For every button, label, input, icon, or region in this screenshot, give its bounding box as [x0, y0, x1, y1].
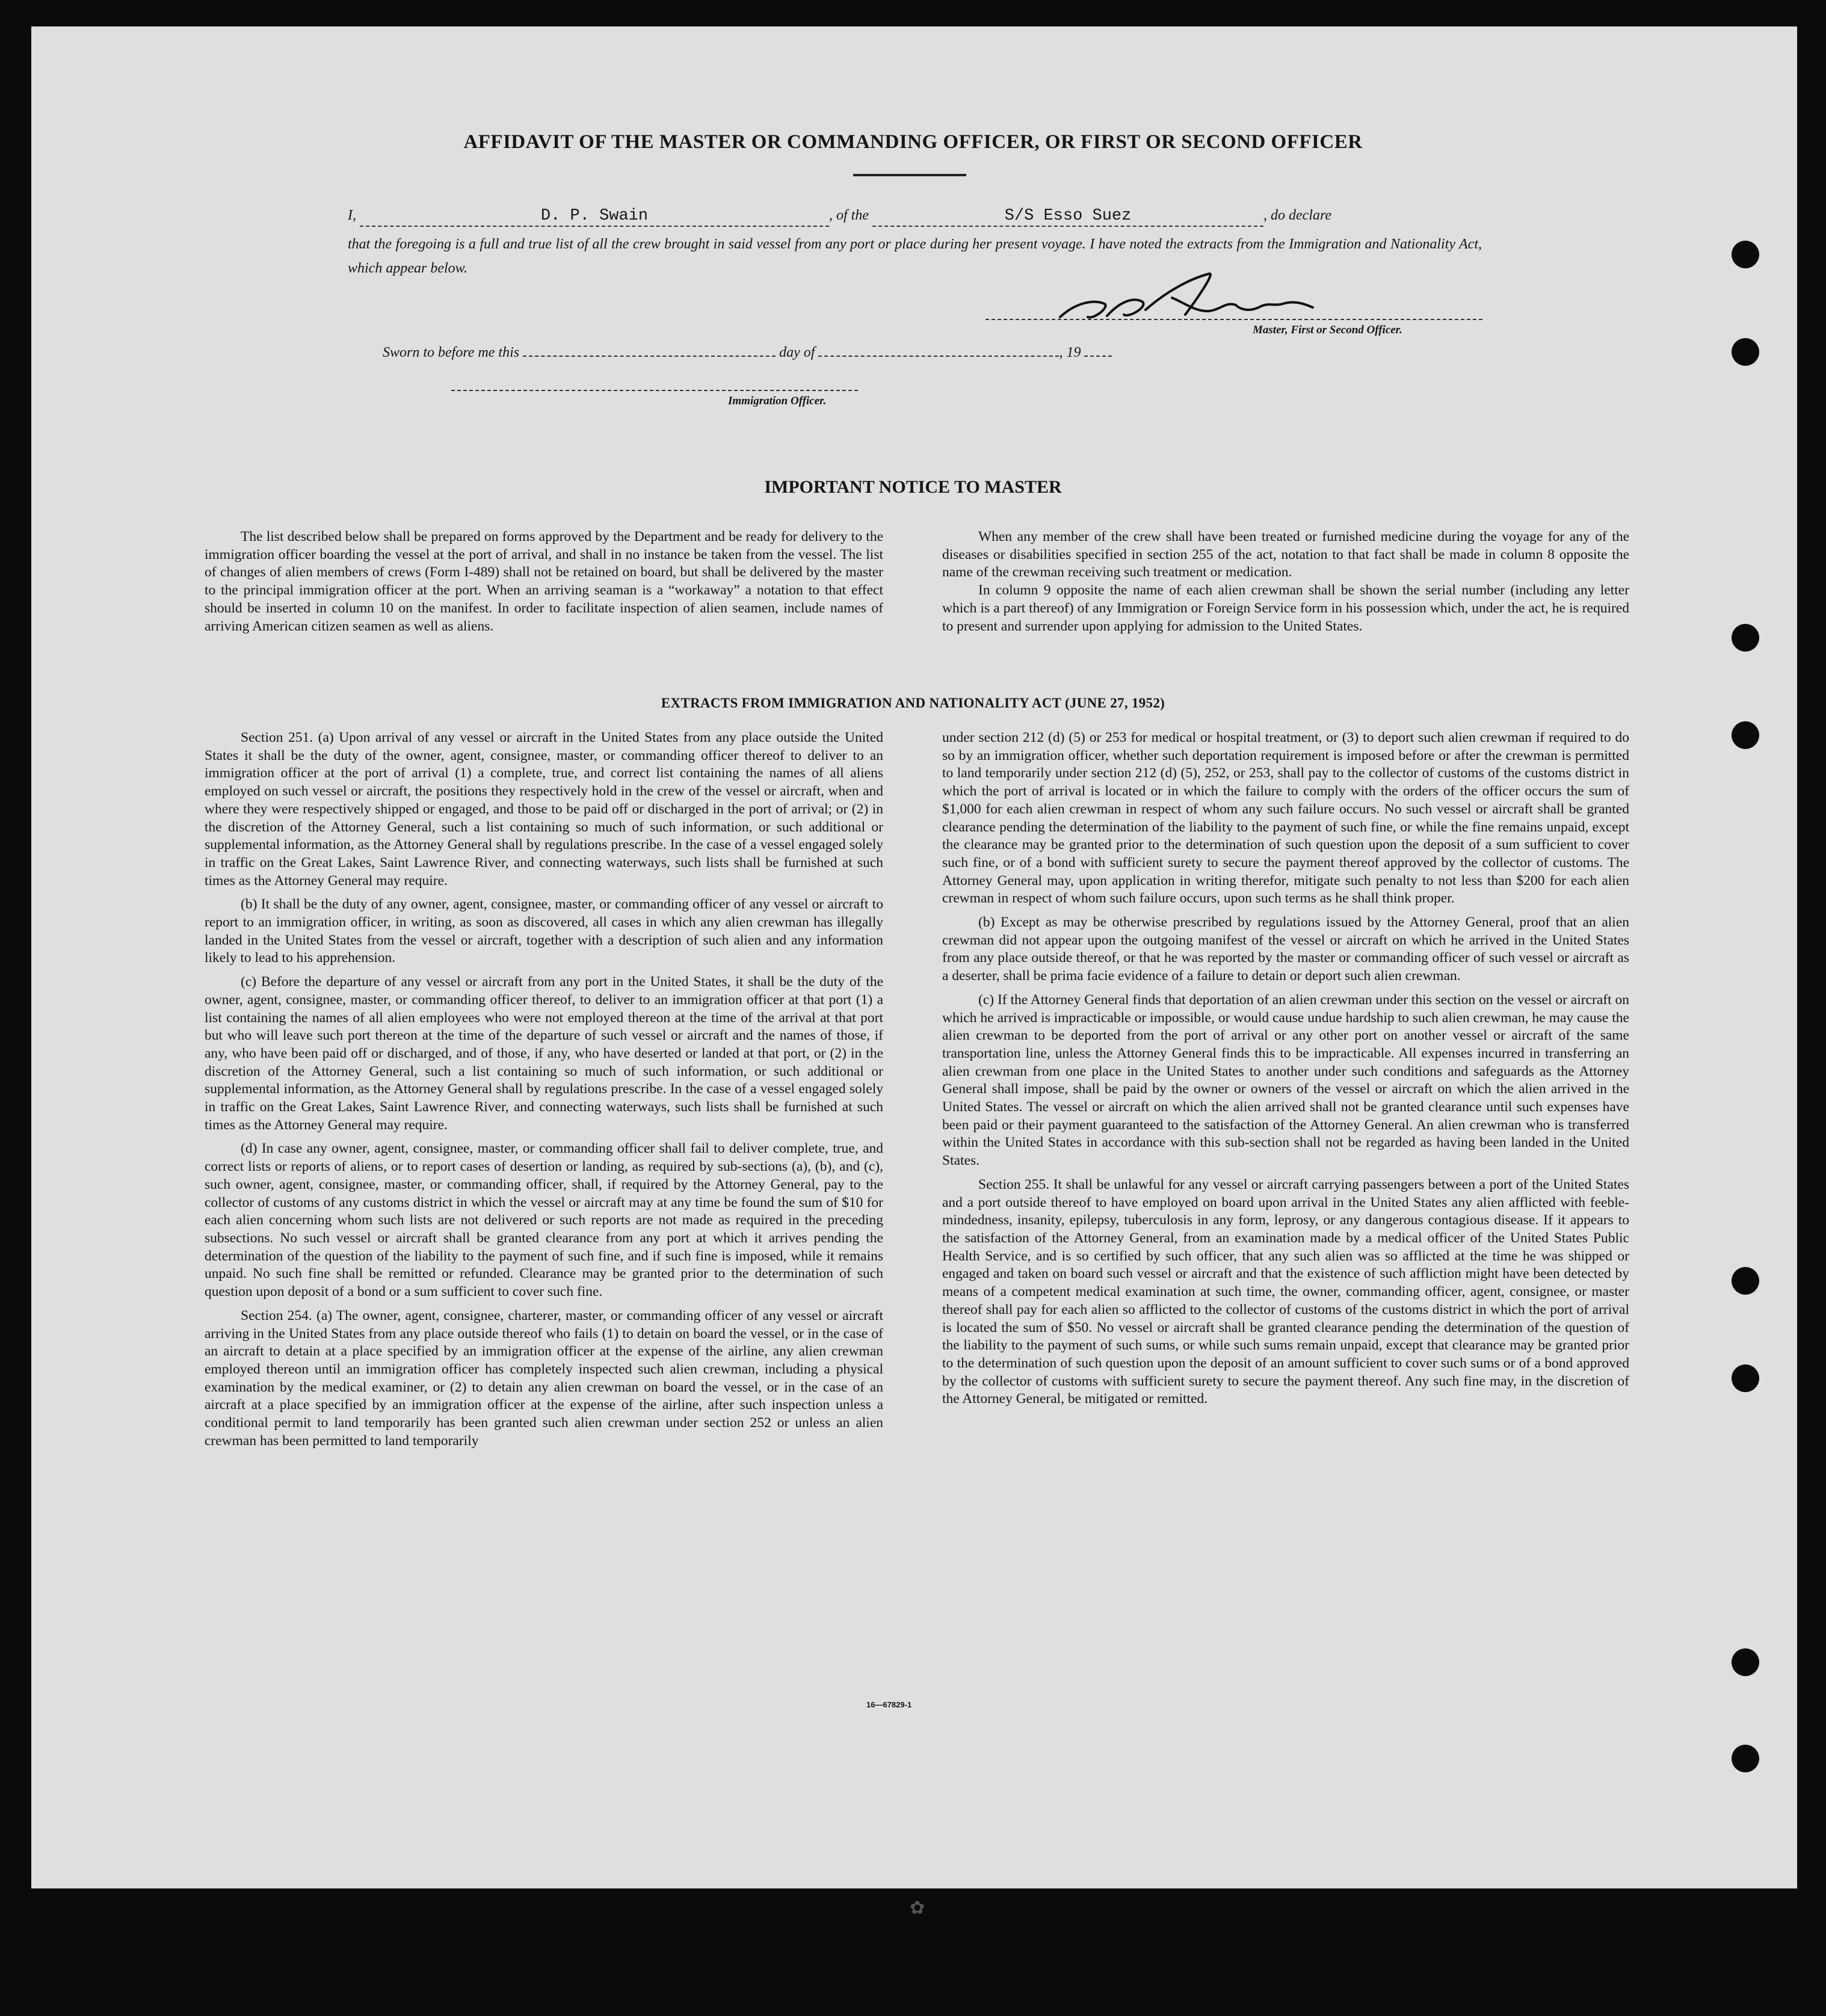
notice-paragraph: When any member of the crew shall have been treated or furnished medicine during the voyage for any of the diseases or disabilities specified in section 255 of the act, notation to that fact shall be made in column 8 opposite the name of the crewman receiving such treatment or medication. [942, 529, 1629, 581]
notice-title: IMPORTANT NOTICE TO MASTER [764, 477, 1062, 497]
punch-hole [1732, 1745, 1759, 1772]
signature-label: Master, First or Second Officer. [1253, 324, 1402, 336]
form-number: 16—67829-1 [866, 1700, 912, 1709]
punch-hole [1732, 624, 1759, 652]
punch-hole [1732, 1364, 1759, 1392]
scan-mark: ✿ [910, 1898, 925, 1918]
year-label: , 19 [1059, 345, 1081, 360]
act-paragraph: (b) It shall be the duty of any owner, agent, consignee, master, or commanding officer of any vessel or aircraft to report to an immigration officer, in writing, as soon as discovered, all cases in which any alien crewman has illegally landed in the United States from the vessel or aircraft, together with a description of such alien and any information likely to lead to his apprehension. [205, 896, 883, 966]
punch-hole [1732, 1648, 1759, 1676]
act-paragraph: (b) Except as may be otherwise prescribed by regulations issued by the Attorney General, proof that an alien crewman did not appear upon the outgoing manifest of the vessel or aircraft on which he arrived in the United States from any place outside thereof, or that he was reported by the master or commanding officer of such vessel or aircraft as a deserter, shall be prima facie evidence of a failure to detain or deport such alien crewman. [942, 914, 1629, 984]
act-paragraph: (c) If the Attorney General finds that deportation of an alien crewman under this section on the vessel or aircraft on which he arrived is impracticable or impossible, or would cause undue hardship to such alien crewman, he may cause the alien crewman to be deported from the port of arrival or any other port on another vessel or aircraft of the same transportation line, unless the Attorney General finds this to be impracticable. All expenses incurred in transferring an alien crewman from one place in the United States to another under such conditions and safeguards as the Attorney General shall impose, shall be paid by the owner or owners of the vessel or aircraft on which the alien arrived in the United States. The vessel or aircraft on which the alien arrived shall not be granted clearance until such expenses have been paid or their payment guaranteed to the satisfaction of the Attorney General. An alien crewman who is transferred within the United States in accordance with this sub-section shall not be regarded as having been landed in the United States. [942, 991, 1629, 1169]
extracts-left-column [205, 729, 883, 1456]
sworn-row [383, 341, 1405, 365]
master-name-field[interactable]: D. P. Swain [360, 206, 829, 227]
sworn-month-field[interactable] [818, 356, 1059, 357]
i-label: I, [348, 208, 356, 223]
signature-line [985, 319, 1482, 320]
bleed-through-texture [602, 42, 1745, 186]
notice-right-column [942, 528, 1629, 635]
act-paragraph: Section 255. It shall be unlawful for any vessel or aircraft carrying passengers between a port of the United States and a port outside thereof to have employed on board upon arrival in the United States any alien afflicted with feeble-mindedness, insanity, epilepsy, tuberculosis in any form, leprosy, or any dangerous contagious disease. If it appears to the satisfaction of the Attorney General, from an examination made by a medical officer of the United States Public Health Service, and is so certified by such officer, that any such alien was so afflicted at the time he was shipped or engaged and taken on board such vessel or aircraft and that the existence of such affliction might have been detected by means of a competent medical examination at such time, the owner, commanding officer, agent, consignee, or master thereof shall pay for each alien so afflicted to the collector of customs of the customs district in which the port of arrival is located the sum of $50. No vessel or aircraft shall be granted clearance pending the determination of the question of the liability to the payment of such sums, or while such sums remain unpaid, except that clearance may be granted prior to the determination of such question upon the deposit of an amount sufficient to cover such sums or of a bond approved by the collector of customs with sufficient surety to secure the payment thereof. Any such fine may, in the discretion of the Attorney General, be mitigated or remitted. [942, 1176, 1629, 1407]
affidavit-title: AFFIDAVIT OF THE MASTER OR COMMANDING OFFICER, OR FIRST OR SECOND OFFICER [463, 131, 1363, 153]
punch-hole [1732, 721, 1759, 749]
affidavit-declaration [348, 203, 1482, 227]
notice-paragraph: In column 9 opposite the name of each alien crewman shall be shown the serial number (including any letter which is a part thereof) of any Immigration or Foreign Service form in his possession which, under the act, he is required to present and surrender upon applying for admission to the United States. [942, 582, 1629, 634]
vessel-name-field[interactable]: S/S Esso Suez [872, 206, 1263, 227]
of-the-label: , of the [829, 208, 869, 223]
act-paragraph: Section 254. (a) The owner, agent, consignee, charterer, master, or commanding officer of any vessel or aircraft arriving in the United States from any place outside thereof who fails (1) to detain on board the vessel, or in the case of an aircraft to detain at a place specified by an immigration officer at the expense of the airline, any alien crewman employed thereon until an immigration officer has completely inspected such alien crewman, including a physical examination by the medical examiner, or (2) to detain any alien crewman on board the vessel, or in the case of an aircraft at a place specified by an immigration officer at the expense of the airline, after such inspection unless a conditional permit to land temporarily has been granted such alien crewman under section 252 or unless an alien crewman has been permitted to land temporarily [205, 1307, 883, 1449]
do-declare-label: , do declare [1263, 208, 1332, 223]
act-paragraph: (c) Before the departure of any vessel or aircraft from any port in the United States, it shall be the duty of the owner, agent, consignee, master, or commanding officer thereof, to deliver to an immigration officer at that port (1) a list containing the names of all alien employees who were not employed thereon at the time of the arrival at that port but who will leave such port thereon at the time of the departure of such vessel or aircraft and the names of those, if any, who have been paid off or discharged, and of those, if any, who have deserted or landed at that port, or (2) in the discretion of the Attorney General, such a list containing so much of such information, or such additional or supplemental information, as the Attorney General shall by regulations prescribe. In the case of a vessel engaged solely in traffic on the Great Lakes, Saint Lawrence River, and connecting waterways, such lists shall be furnished at such times as the Attorney General may require. [205, 974, 883, 1133]
punch-hole [1732, 338, 1759, 366]
sworn-year-field[interactable] [1084, 356, 1112, 357]
sworn-label: Sworn to before me this [383, 345, 520, 360]
extracts-title: EXTRACTS FROM IMMIGRATION AND NATIONALITY ACT (JUNE 27, 1952) [661, 695, 1165, 711]
notice-paragraph: The list described below shall be prepared on forms approved by the Department and be ready for delivery to the immigration officer boarding the vessel at the port of arrival, and shall in no instance be taken from the vessel. The list of changes of alien members of crews (Form I-489) shall not be retained on board, but shall be delivered by the master to the principal immigration officer at the port. When an arriving seaman is a “workaway” a notation to that effect should be inserted in column 10 on the manifest. In order to facilitate inspection of alien seamen, include names of arriving American citizen seamen as well as aliens. [205, 529, 883, 634]
day-of-label: day of [779, 345, 815, 360]
punch-hole [1732, 1267, 1759, 1295]
declaration-text: that the foregoing is a full and true list of all the crew brought in said vessel from any port or place during her present voyage. I have noted the extracts from the Immigration and Nationality Act, which appear below. [348, 236, 1482, 276]
extracts-right-column [942, 729, 1629, 1414]
notice-left-column [205, 528, 883, 635]
act-paragraph: (d) In case any owner, agent, consignee, master, or commanding officer shall fail to deliver complete, true, and correct lists or reports of aliens, or to report cases of desertion or landing, as required by sub-sections (a), (b), and (c), such owner, agent, consignee, master, or commanding officer, shall, if required by the Attorney General, pay to the collector of customs of any customs district in which the vessel or aircraft may at any time be found the sum of $10 for each alien concerning whom such lists are not delivered or such reports are not made as required in the preceding subsections. No such vessel or aircraft shall be granted clearance from any port at which it arrives pending the determination of the question of the liability to the payment of such fine, and if such fine is imposed, while it remains unpaid. No such fine shall be remitted or refunded. Clearance may be granted prior to the determination of such question upon deposit of a bond or a sum sufficient to cover such fine. [205, 1141, 883, 1300]
title-divider [853, 174, 966, 176]
act-paragraph: under section 212 (d) (5) or 253 for medical or hospital treatment, or (3) to deport such alien crewman if required to do so by an immigration officer, whether such deportation requirement is imposed before or after the crewman is permitted to land temporarily under section 212 (d) (5), 252, or 253, shall pay to the collector of customs of the customs district in which the port of arrival is located or in which the failure to comply with the orders of the officer occurs the sum of $1,000 for each alien crewman in respect of whom any such failure occurs. No such vessel or aircraft shall be granted clearance pending the determination of the liability to the payment of such fine, or while the fine remains unpaid, except the clearance may be granted prior to the determination of such question upon the deposit of a sum sufficient to cover such fine, or of a bond with sufficient surety to secure the payment thereof approved by the collector of customs. The Attorney General may, upon application in writing therefor, mitigate such penalty to not less than $200 for each alien crewman in respect of whom such failure occurs, upon such terms as he shall think proper. [942, 730, 1629, 907]
punch-hole [1732, 241, 1759, 268]
immigration-officer-label: Immigration Officer. [728, 395, 827, 407]
immigration-officer-line [451, 390, 858, 391]
act-paragraph: Section 251. (a) Upon arrival of any vessel or aircraft in the United States from any place outside the United States it shall be the duty of the owner, agent, consignee, master, or commanding officer thereof to deliver to an immigration officer at the port of arrival (1) a complete, true, and correct list containing the names of all aliens employed on such vessel or aircraft, the positions they respectively hold in the crew of the vessel or aircraft, when and where they were respectively shipped or engaged, and those to be paid off or discharged in the port of arrival; or (2) in the discretion of the Attorney General, such a list containing so much of such information, or such additional or supplemental information, as the Attorney General shall by regulations prescribe. In the case of a vessel engaged solely in traffic on the Great Lakes, Saint Lawrence River, and connecting waterways, such lists shall be furnished at such times as the Attorney General may require. [205, 730, 883, 889]
sworn-day-field[interactable] [523, 356, 776, 357]
